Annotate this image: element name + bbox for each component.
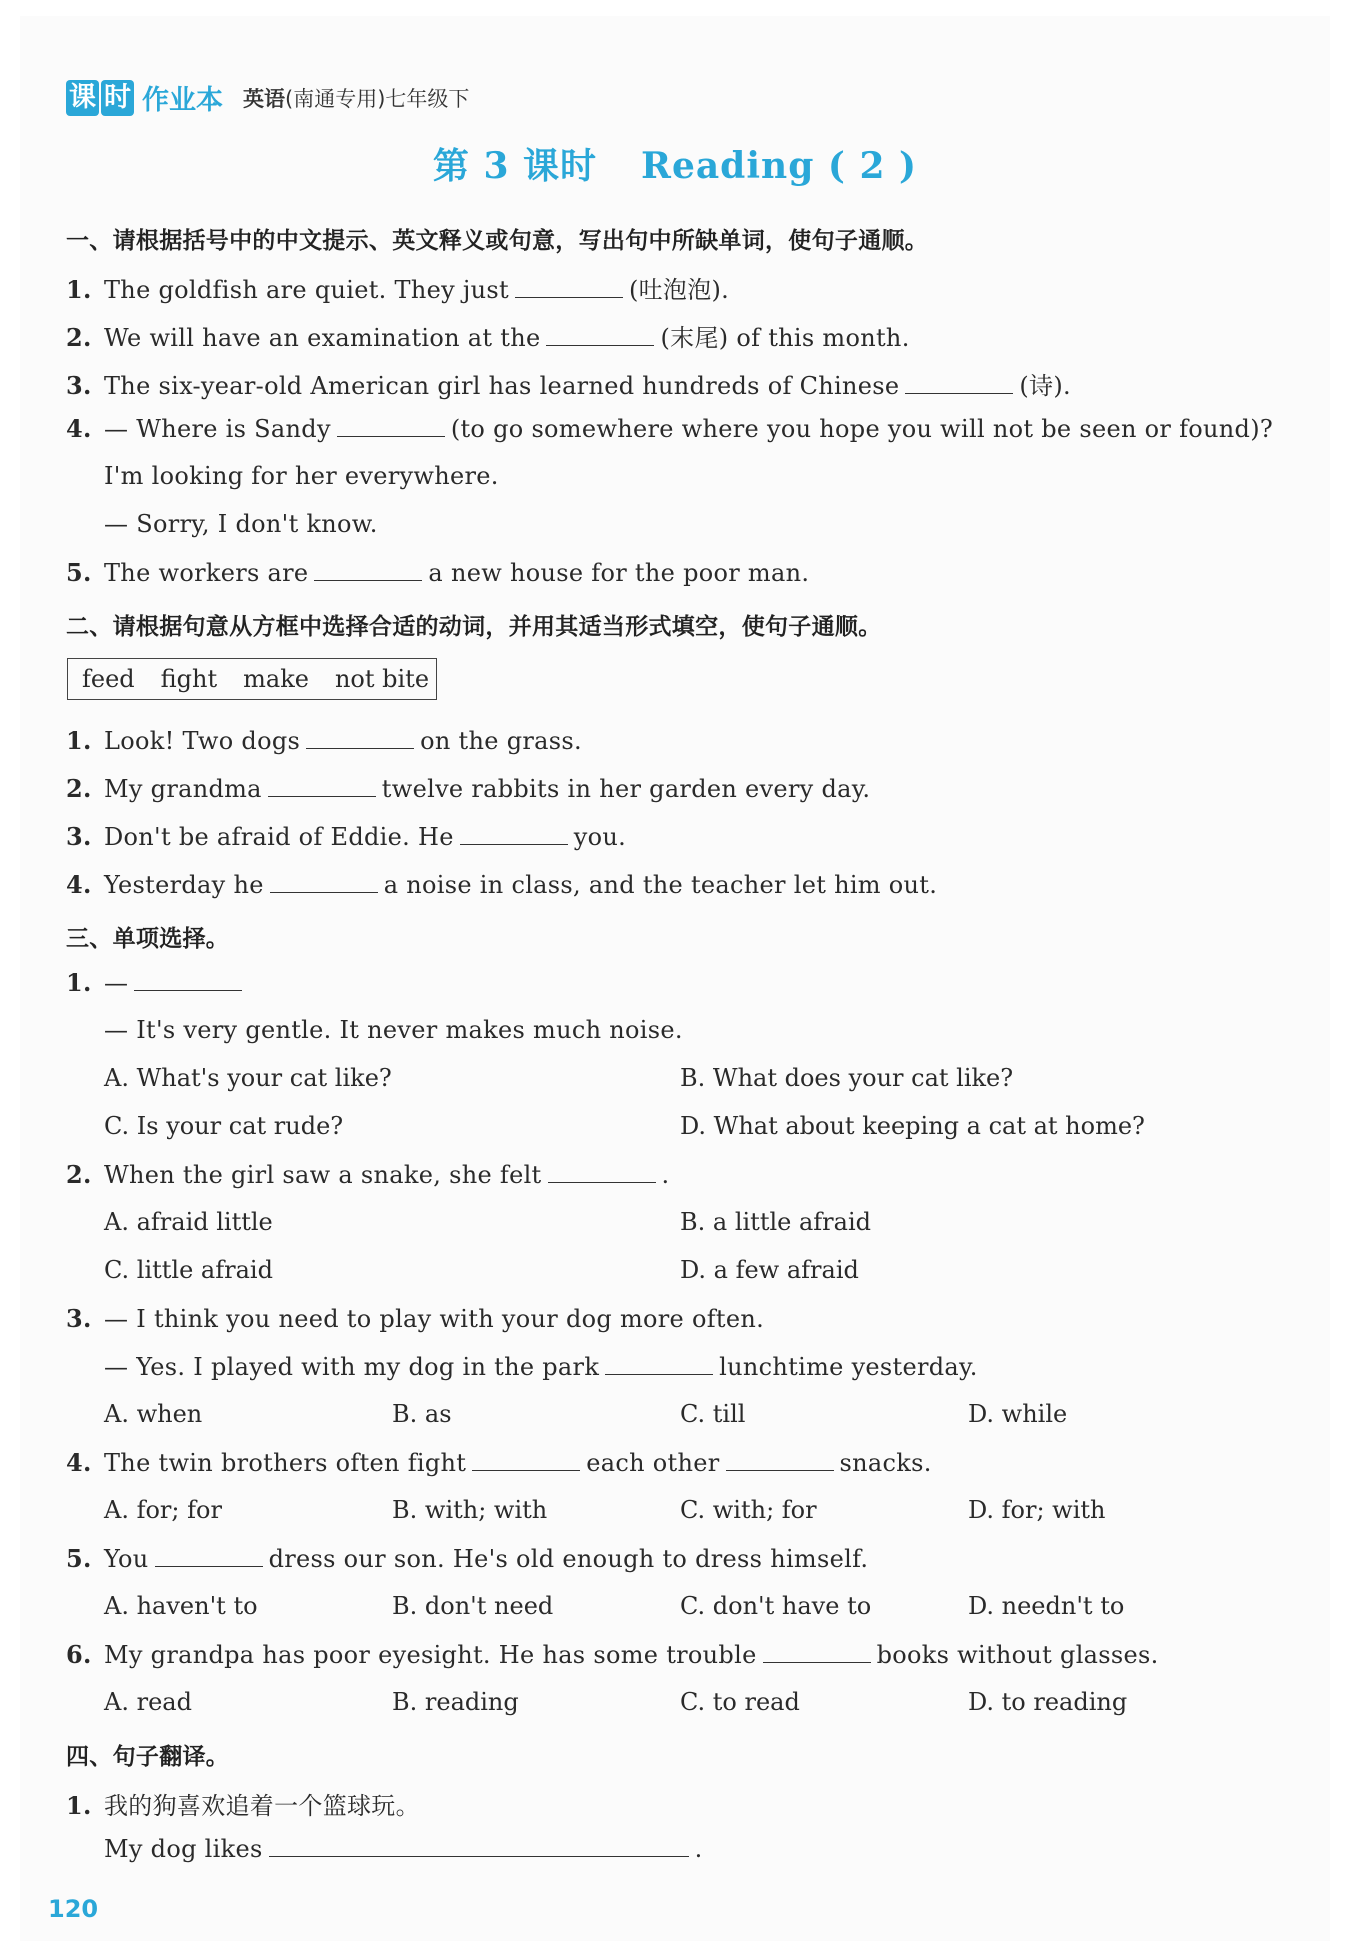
- item-number: 5.: [66, 1544, 92, 1573]
- option-c[interactable]: C. Is your cat rude?: [104, 1112, 344, 1140]
- answer-blank[interactable]: [268, 774, 376, 797]
- brand-subtitle: 作业本: [142, 85, 223, 116]
- item-number: 1.: [66, 275, 92, 304]
- item-number: 5.: [66, 558, 92, 587]
- item-text: you.: [573, 823, 627, 851]
- item-text: snacks.: [839, 1449, 932, 1477]
- lesson-label: 第 3 课时: [432, 145, 598, 187]
- item-text: 我的狗喜欢追着一个篮球玩。: [104, 1792, 420, 1820]
- section2-heading: 二、请根据句意从方框中选择合适的动词，并用其适当形式填空，使句子通顺。: [66, 614, 882, 640]
- answer-blank[interactable]: [337, 414, 445, 437]
- s3-q1-line2: — It's very gentle. It never makes much noise.: [104, 1016, 683, 1044]
- option-a[interactable]: A. haven't to: [104, 1592, 258, 1620]
- item-text: My grandpa has poor eyesight. He has some trouble: [104, 1641, 757, 1669]
- option-d[interactable]: D. to reading: [968, 1688, 1128, 1716]
- answer-blank[interactable]: [763, 1640, 871, 1663]
- item-text: (诗).: [1019, 372, 1071, 400]
- s3-q3-line2: [104, 1352, 978, 1381]
- item-text: The goldfish are quiet. They just: [104, 276, 509, 304]
- item-text: dress our son. He's old enough to dress himself.: [268, 1545, 869, 1573]
- item-number: 1.: [66, 968, 92, 997]
- option-b[interactable]: B. a little afraid: [680, 1208, 871, 1236]
- item-text: — Yes. I played with my dog in the park: [104, 1353, 600, 1381]
- item-number: 3.: [66, 1304, 92, 1333]
- item-text: The six-year-old American girl has learned hundreds of Chinese: [104, 372, 900, 400]
- s2-item-1: [66, 726, 582, 755]
- section3-heading: 三、单项选择。: [66, 926, 230, 952]
- option-b[interactable]: B. with; with: [392, 1496, 548, 1524]
- s3-q1: [66, 968, 248, 997]
- item-text: a new house for the poor man.: [428, 559, 810, 587]
- s1-item-4-line3: — Sorry, I don't know.: [104, 510, 378, 538]
- item-text: twelve rabbits in her garden every day.: [381, 775, 871, 803]
- option-a[interactable]: A. read: [104, 1688, 192, 1716]
- option-a[interactable]: A. when: [104, 1400, 203, 1428]
- item-text: My grandma: [104, 775, 262, 803]
- item-text: .: [661, 1161, 670, 1189]
- item-text: on the grass.: [420, 727, 582, 755]
- answer-blank[interactable]: [134, 968, 242, 991]
- item-number: 4.: [66, 1448, 92, 1477]
- s3-q4: [66, 1448, 932, 1477]
- item-text: The twin brothers often fight: [104, 1449, 467, 1477]
- brand-logo: [66, 80, 134, 116]
- book-rest: (南通专用)七年级下: [285, 86, 470, 111]
- item-number: 3.: [66, 822, 92, 851]
- item-number: 1.: [66, 726, 92, 755]
- item-text: (to go somewhere where you hope you will not be seen or found)?: [450, 415, 1274, 443]
- brand-char-1: 课: [66, 80, 99, 116]
- item-text: — I think you need to play with your dog more often.: [104, 1305, 765, 1333]
- s4-q1-answer-line: [104, 1834, 703, 1863]
- page-number: 120: [48, 1895, 99, 1923]
- word-bank: [67, 658, 437, 700]
- item-text: each other: [586, 1449, 720, 1477]
- answer-blank[interactable]: [306, 726, 414, 749]
- item-text: (末尾) of this month.: [660, 324, 910, 352]
- s3-q2: [66, 1160, 669, 1189]
- item-text: My dog likes: [104, 1835, 263, 1863]
- item-text: —: [104, 969, 129, 997]
- s1-item-1: [66, 270, 729, 305]
- item-text: The workers are: [104, 559, 309, 587]
- option-b[interactable]: B. don't need: [392, 1592, 554, 1620]
- section1-heading: 一、请根据括号中的中文提示、英文释义或句意，写出句中所缺单词，使句子通顺。: [66, 228, 929, 254]
- item-text: — Where is Sandy: [104, 415, 331, 443]
- option-c[interactable]: C. till: [680, 1400, 746, 1428]
- item-number: 4.: [66, 414, 92, 443]
- item-text: books without glasses.: [876, 1641, 1159, 1669]
- item-text: lunchtime yesterday.: [719, 1353, 978, 1381]
- brand-char-2: 时: [101, 80, 134, 116]
- s1-item-2: [66, 318, 910, 353]
- option-b[interactable]: B. What does your cat like?: [680, 1064, 1014, 1092]
- item-text: (吐泡泡).: [628, 276, 730, 304]
- word-bank-item: feed: [82, 665, 135, 693]
- option-a[interactable]: A. for; for: [104, 1496, 222, 1524]
- option-d[interactable]: D. a few afraid: [680, 1256, 859, 1284]
- word-bank-item: make: [243, 665, 309, 693]
- header-brand: [66, 78, 469, 117]
- translation-blank[interactable]: [269, 1834, 689, 1857]
- option-a[interactable]: A. What's your cat like?: [104, 1064, 392, 1092]
- item-number: 2.: [66, 774, 92, 803]
- option-c[interactable]: C. with; for: [680, 1496, 817, 1524]
- s1-item-3: [66, 366, 1071, 401]
- option-c[interactable]: C. little afraid: [104, 1256, 273, 1284]
- item-text: Yesterday he: [104, 871, 264, 899]
- s2-item-4: [66, 870, 937, 899]
- answer-blank[interactable]: [472, 1448, 580, 1471]
- page-title: [0, 138, 1350, 189]
- answer-blank[interactable]: [905, 371, 1013, 394]
- answer-blank[interactable]: [546, 323, 654, 346]
- item-number: 4.: [66, 870, 92, 899]
- answer-blank[interactable]: [726, 1448, 834, 1471]
- option-b[interactable]: B. reading: [392, 1688, 519, 1716]
- s1-item-5: [66, 558, 809, 587]
- option-c[interactable]: C. don't have to: [680, 1592, 872, 1620]
- item-number: 2.: [66, 1160, 92, 1189]
- s3-q5: [66, 1544, 868, 1573]
- answer-blank[interactable]: [605, 1352, 713, 1375]
- s1-item-4-line2: I'm looking for her everywhere.: [104, 462, 499, 490]
- s3-q3: [66, 1304, 764, 1333]
- item-number: 1.: [66, 1791, 92, 1820]
- s3-q6: [66, 1640, 1159, 1669]
- item-text: a noise in class, and the teacher let him out.: [383, 871, 938, 899]
- option-d[interactable]: D. while: [968, 1400, 1068, 1428]
- s2-item-3: [66, 822, 626, 851]
- s1-item-4: [66, 414, 1273, 443]
- item-number: 3.: [66, 371, 92, 400]
- option-d[interactable]: D. What about keeping a cat at home?: [680, 1112, 1145, 1140]
- answer-blank[interactable]: [460, 822, 568, 845]
- item-text: Don't be afraid of Eddie. He: [104, 823, 454, 851]
- book-info: [243, 83, 469, 113]
- word-bank-item: not bite: [334, 665, 430, 693]
- section4-heading: 四、句子翻译。: [66, 1744, 230, 1770]
- option-b[interactable]: B. as: [392, 1400, 452, 1428]
- answer-blank[interactable]: [515, 275, 623, 298]
- book-subject: 英语: [243, 86, 285, 111]
- lesson-topic: Reading ( 2 ): [641, 145, 918, 187]
- item-text: When the girl saw a snake, she felt: [104, 1161, 542, 1189]
- option-c[interactable]: C. to read: [680, 1688, 800, 1716]
- s4-q1: [66, 1786, 420, 1821]
- item-text: We will have an examination at the: [104, 324, 541, 352]
- answer-blank[interactable]: [155, 1544, 263, 1567]
- option-a[interactable]: A. afraid little: [104, 1208, 273, 1236]
- item-number: 6.: [66, 1640, 92, 1669]
- answer-blank[interactable]: [548, 1160, 656, 1183]
- item-text: .: [694, 1835, 703, 1863]
- answer-blank[interactable]: [314, 558, 422, 581]
- s2-item-2: [66, 774, 870, 803]
- answer-blank[interactable]: [270, 870, 378, 893]
- item-text: Look! Two dogs: [104, 727, 301, 755]
- option-d[interactable]: D. needn't to: [968, 1592, 1125, 1620]
- option-d[interactable]: D. for; with: [968, 1496, 1106, 1524]
- item-text: You: [104, 1545, 149, 1573]
- item-number: 2.: [66, 323, 92, 352]
- word-bank-item: fight: [160, 665, 218, 693]
